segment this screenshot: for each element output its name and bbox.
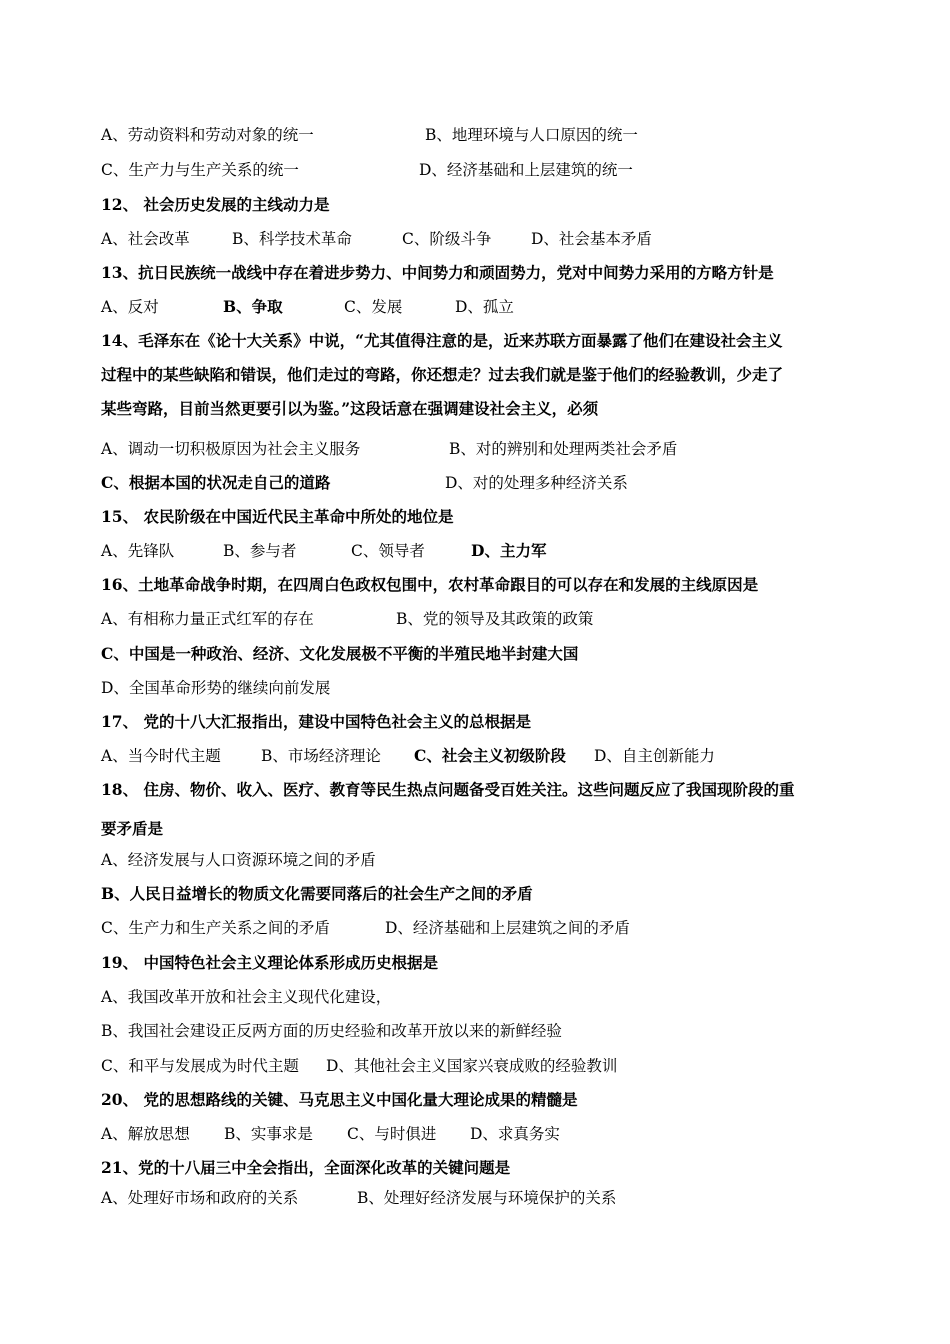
- options-line: [101, 609, 861, 629]
- question-line: 19、 中国特色社会主义理论体系形成历史根据是: [101, 953, 438, 972]
- option-B: B、市场经济理论: [261, 747, 381, 765]
- option-B: D、其他社会主义国家兴衰成败的经验教训: [326, 1057, 618, 1075]
- option-A: A、反对: [101, 298, 159, 316]
- option-D: D、自主创新能力: [594, 747, 715, 765]
- question-line: D、全国革命形势的继续向前发展: [101, 679, 331, 697]
- option-B: B、争取: [223, 297, 283, 316]
- option-C: C、阶级斗争: [402, 230, 492, 248]
- option-B: B、实事求是: [224, 1125, 313, 1143]
- question-line: C、中国是一种政治、经济、文化发展极不平衡的半殖民地半封建大国: [101, 644, 579, 663]
- option-A: A、有相称力量正式红军的存在: [101, 610, 314, 628]
- option-A: C、生产力和生产关系之间的矛盾: [101, 919, 330, 937]
- option-C: C、发展: [344, 298, 403, 316]
- question-line: A、经济发展与人口资源环境之间的矛盾: [101, 851, 376, 869]
- options-line: [101, 918, 861, 938]
- question-line: 17、 党的十八大汇报指出，建设中国特色社会主义的总根据是: [101, 712, 531, 731]
- options-line: [101, 541, 861, 561]
- option-B: D、经济基础和上层建筑之间的矛盾: [385, 919, 630, 937]
- option-C: C、领导者: [351, 542, 425, 560]
- options-line: [101, 1056, 861, 1076]
- option-A: A、处理好市场和政府的关系: [101, 1189, 299, 1207]
- question-line: 14、毛泽东在《论十大关系》中说，“尤其值得注意的是，近来苏联方面暴露了他们在建设社会主义: [101, 331, 783, 350]
- option-A: A、解放思想: [101, 1125, 190, 1143]
- option-A: C、根据本国的状况走自己的道路: [101, 473, 331, 492]
- option-A: C、和平与发展成为时代主题: [101, 1057, 299, 1075]
- options-line: [101, 1188, 861, 1208]
- question-line: 12、 社会历史发展的主线动力是: [101, 195, 330, 214]
- option-D: D、孤立: [455, 298, 514, 316]
- option-C: C、社会主义初级阶段: [414, 746, 566, 765]
- options-line: [101, 1124, 861, 1144]
- options-line: [101, 125, 861, 145]
- option-D: D、主力军: [471, 541, 547, 560]
- question-line: 要矛盾是: [101, 819, 164, 838]
- option-B: B、对的辨别和处理两类社会矛盾: [449, 440, 678, 458]
- question-line: 某些弯路，目前当然更要引以为鉴。”这段话意在强调建设社会主义，必须: [101, 399, 599, 418]
- question-line: B、我国社会建设正反两方面的历史经验和改革开放以来的新鲜经验: [101, 1022, 562, 1040]
- question-line: B、人民日益增长的物质文化需要同落后的社会生产之间的矛盾: [101, 884, 533, 903]
- option-B: D、经济基础和上层建筑的统一: [419, 161, 633, 179]
- question-line: 15、 农民阶级在中国近代民主革命中所处的地位是: [101, 507, 454, 526]
- question-line: 13、抗日民族统一战线中存在着进步势力、中间势力和顽固势力，党对中间势力采用的方略方针是: [101, 263, 774, 282]
- question-line: 20、 党的思想路线的关键、马克思主义中国化量大理论成果的精髓是: [101, 1090, 578, 1109]
- option-A: C、生产力与生产关系的统一: [101, 161, 299, 179]
- option-D: D、社会基本矛盾: [531, 230, 652, 248]
- question-line: 21、党的十八届三中全会指出，全面深化改革的关键问题是: [101, 1158, 511, 1177]
- option-B: B、参与者: [223, 542, 297, 560]
- options-line: [101, 160, 861, 180]
- option-B: D、对的处理多种经济关系: [445, 474, 628, 492]
- options-line: [101, 297, 861, 317]
- option-B: B、科学技术革命: [232, 230, 352, 248]
- option-A: A、当今时代主题: [101, 747, 221, 765]
- question-line: A、我国改革开放和社会主义现代化建设，: [101, 988, 392, 1006]
- question-line: 16、土地革命战争时期，在四周白色政权包围中，农村革命跟目的可以存在和发展的主线原因是: [101, 575, 759, 594]
- question-line: 过程中的某些缺陷和错误，他们走过的弯路，你还想走？过去我们就是鉴于他们的经验教训，少走了: [101, 365, 784, 384]
- options-line: [101, 746, 861, 766]
- option-B: B、处理好经济发展与环境保护的关系: [357, 1189, 617, 1207]
- option-A: A、劳动资料和劳动对象的统一: [101, 126, 314, 144]
- option-B: B、地理环境与人口原因的统一: [425, 126, 638, 144]
- option-A: A、社会改革: [101, 230, 190, 248]
- option-A: A、先锋队: [101, 542, 175, 560]
- option-A: A、调动一切积极原因为社会主义服务: [101, 440, 361, 458]
- options-line: [101, 473, 861, 493]
- option-D: D、求真务实: [470, 1125, 560, 1143]
- question-line: 18、 住房、物价、收入、医疗、教育等民生热点问题备受百姓关注。这些问题反应了我国现阶段的重: [101, 780, 795, 799]
- option-B: B、党的领导及其政策的政策: [396, 610, 594, 628]
- option-C: C、与时俱进: [347, 1125, 437, 1143]
- options-line: [101, 229, 861, 249]
- options-line: [101, 439, 861, 459]
